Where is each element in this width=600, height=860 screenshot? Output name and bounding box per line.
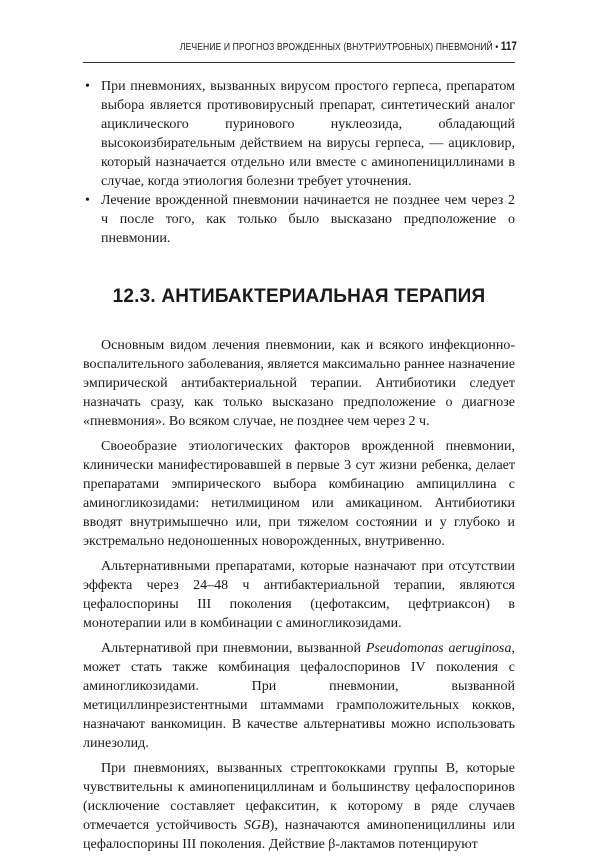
bullet-text: Лечение врожденной пневмонии начинается не позднее чем через 2 ч после того, как только было высказано предположение о пневмонии. <box>101 193 515 246</box>
paragraph-5-text-cont: ), назначаются аминопенициллины или цефалоспорины III поколения. Действие β-лактамов потенцируют <box>83 818 515 852</box>
bullet-item <box>83 77 515 191</box>
paragraph-3: Альтернативными препаратами, которые назначают при отсутствии эффекта через 24–48 ч антибактериальной терапии, являются цефалоспорины III поколения (цефотаксим, цефтриаксон) в монотерапии или в комбинации с аминогликозидами. <box>83 559 515 631</box>
page-number: 117 <box>500 39 517 53</box>
paragraph-4 <box>83 639 515 753</box>
abbreviation-sgb: SGB <box>244 818 270 833</box>
header-rule <box>83 62 515 63</box>
paragraph-5-text: При пневмониях, вызванных стрептококками группы В, которые чувствительны к аминопенициллинам и большинству цефалоспоринов (исключение составляет цефакситин, к которому в ряде случаев отмечается устойчивость <box>83 761 515 833</box>
paragraph-4-text: Альтернативой при пневмонии, вызванной <box>101 641 366 656</box>
paragraph-4-text-cont: , может стать также комбинация цефалоспоринов IV поколения с аминогликозидами. При пневмонии, вызванной метициллинрезистентными штаммами грамположительных кокков, назначают ванкомицин. В качестве альтернативы можно использовать линезолид. <box>83 641 516 751</box>
section-heading: 12.3. АНТИБАКТЕРИАЛЬНАЯ ТЕРАПИЯ <box>112 286 486 307</box>
bullet-marker: • <box>85 193 90 208</box>
page-body <box>83 77 515 860</box>
header-separator: • <box>495 41 499 53</box>
running-header <box>93 39 517 53</box>
bullet-item <box>83 191 515 248</box>
running-title: ЛЕЧЕНИЕ И ПРОГНОЗ ВРОЖДЕННЫХ (ВНУТРИУТРОБНЫХ) ПНЕВМОНИЙ <box>179 41 493 53</box>
paragraph-5 <box>83 759 515 854</box>
bullet-marker: • <box>85 79 90 94</box>
bullet-text: При пневмониях, вызванных вирусом простого герпеса, препаратом выбора является противовирусный препарат, синтетический аналог ациклического пуринового нуклеозида, обладающий высокоизбирательным действием на вирусы герпеса, — ацикловир, который назначается отдельно или вместе с аминопенициллинами в случае, когда этиология болезни требует уточнения. <box>101 79 515 189</box>
pathogen-name: Pseudomonas aeruginosa <box>365 641 512 656</box>
paragraph-2: Своеобразие этиологических факторов врожденной пневмонии, клинически манифестировавшей в первые 3 сут жизни ребенка, делает препаратами эмпирического выбора комбинацию ампициллина с аминогликозидами: нетилмицином или амикацином. Антибиотики вводят внутримышечно или, при тяжелом состоянии и у глубоко и экстремально недоношенных новорожденных, внутривенно. <box>83 439 515 549</box>
paragraph-1: Основным видом лечения пневмонии, как и всякого инфекционно-воспалительного заболевания, является максимально раннее назначение эмпирической антибактериальной терапии. Антибиотики следует назначать сразу, как только высказано предположение о диагнозе «пневмония». Во всяком случае, не позднее чем через 2 ч. <box>83 338 515 429</box>
